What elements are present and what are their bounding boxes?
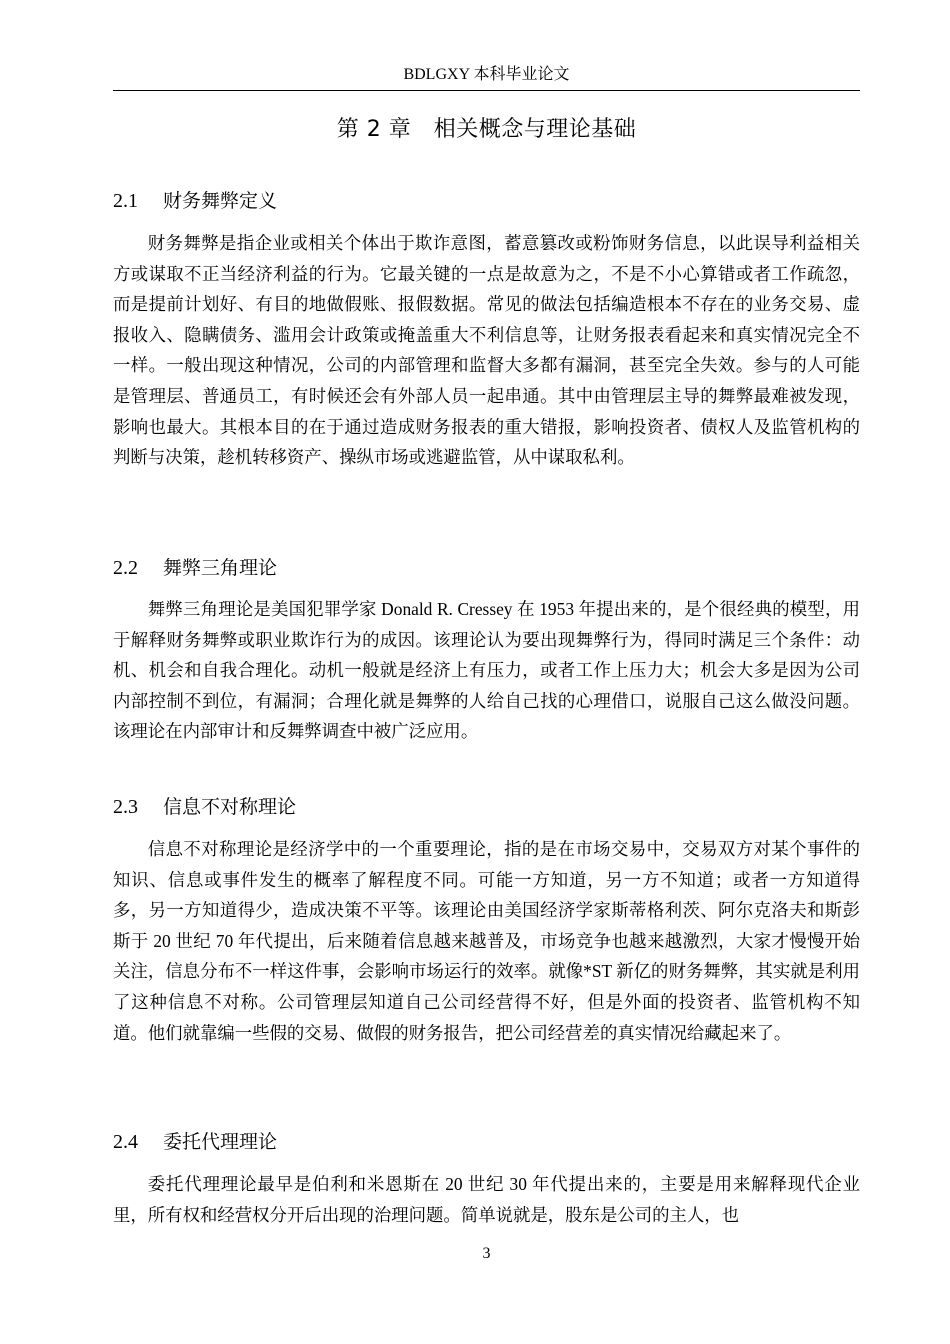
section-title: 舞弊三角理论 [163, 557, 278, 579]
section-heading-2-1 [113, 186, 860, 216]
section-paragraph-2-2: 舞弊三角理论是美国犯罪学家 Donald R. Cressey 在 1953 年提出来的，是个很经典的模型，用于解释财务舞弊或职业欺诈行为的成因。该理论认为要出现舞弊行为，得同时满足三个条件：动机、机会和自我合理化。动机一般就是经济上有压力，或者工作上压力大；机会大多是因为公司内部控制不到位，有漏洞；合理化就是舞弊的人给自己找的心理借口，说服自己这么做没问题。该理论在内部审计和反舞弊调查中被广泛应用。 [113, 599, 860, 742]
section-heading-2-4 [113, 1127, 860, 1157]
section-paragraph-2-4: 委托代理理论最早是伯利和米恩斯在 20 世纪 30 年代提出来的，主要是用来解释现代企业里，所有权和经营权分开后出现的治理问题。简单说就是，股东是公司的主人，也 [113, 1174, 860, 1225]
header-rule [113, 90, 860, 91]
section-number: 2.2 [113, 557, 138, 579]
section-title: 财务舞弊定义 [163, 190, 278, 212]
section-title: 委托代理理论 [163, 1131, 278, 1153]
section-paragraph-2-1: 财务舞弊是指企业或相关个体出于欺诈意图，蓄意篡改或粉饰财务信息，以此误导利益相关方或谋取不正当经济利益的行为。它最关键的一点是故意为之，不是不小心算错或者工作疏忽，而是提前计划好、有目的地做假账、报假数据。常见的做法包括编造根本不存在的业务交易、虚报收入、隐瞒债务、滥用会计政策或掩盖重大不利信息等，让财务报表看起来和真实情况完全不一样。一般出现这种情况，公司的内部管理和监督大多都有漏洞，甚至完全失效。参与的人可能是管理层、普通员工，有时候还会有外部人员一起串通。其中由管理层主导的舞弊最难被发现，影响也最大。其根本目的在于通过造成财务报表的重大错报，影响投资者、债权人及监管机构的判断与决策，趁机转移资产、操纵市场或逃避监管，从中谋取私利。 [113, 233, 860, 468]
section-heading-2-3 [113, 792, 860, 822]
running-header: BDLGXY 本科毕业论文 [403, 66, 570, 83]
chapter-title: 第 2 章 相关概念与理论基础 [336, 117, 637, 142]
section-number: 2.3 [113, 796, 138, 818]
section-number: 2.4 [113, 1131, 138, 1153]
section-paragraph-2-3: 信息不对称理论是经济学中的一个重要理论，指的是在市场交易中，交易双方对某个事件的知识、信息或事件发生的概率了解程度不同。可能一方知道，另一方不知道；或者一方知道得多，另一方知道得少，造成决策不平等。该理论由美国经济学家斯蒂格利茨、阿尔克洛夫和斯彭斯于 20 世纪 70 年代提出，后来随着信息越来越普及，市场竞争也越来越激烈，大家才慢慢开始关注，信息分布不一样这件事，会影响市场运行的效率。就像*ST 新亿的财务舞弊，其实就是利用了这种信息不对称。公司管理层知道自己公司经营得不好，但是外面的投资者、监管机构不知道。他们就靠编一些假的交易、做假的财务报告，把公司经营差的真实情况给藏起来了。 [113, 839, 860, 1043]
section-heading-2-2 [113, 553, 860, 583]
page-number: 3 [482, 1245, 491, 1262]
section-title: 信息不对称理论 [163, 796, 297, 818]
section-number: 2.1 [113, 190, 138, 212]
